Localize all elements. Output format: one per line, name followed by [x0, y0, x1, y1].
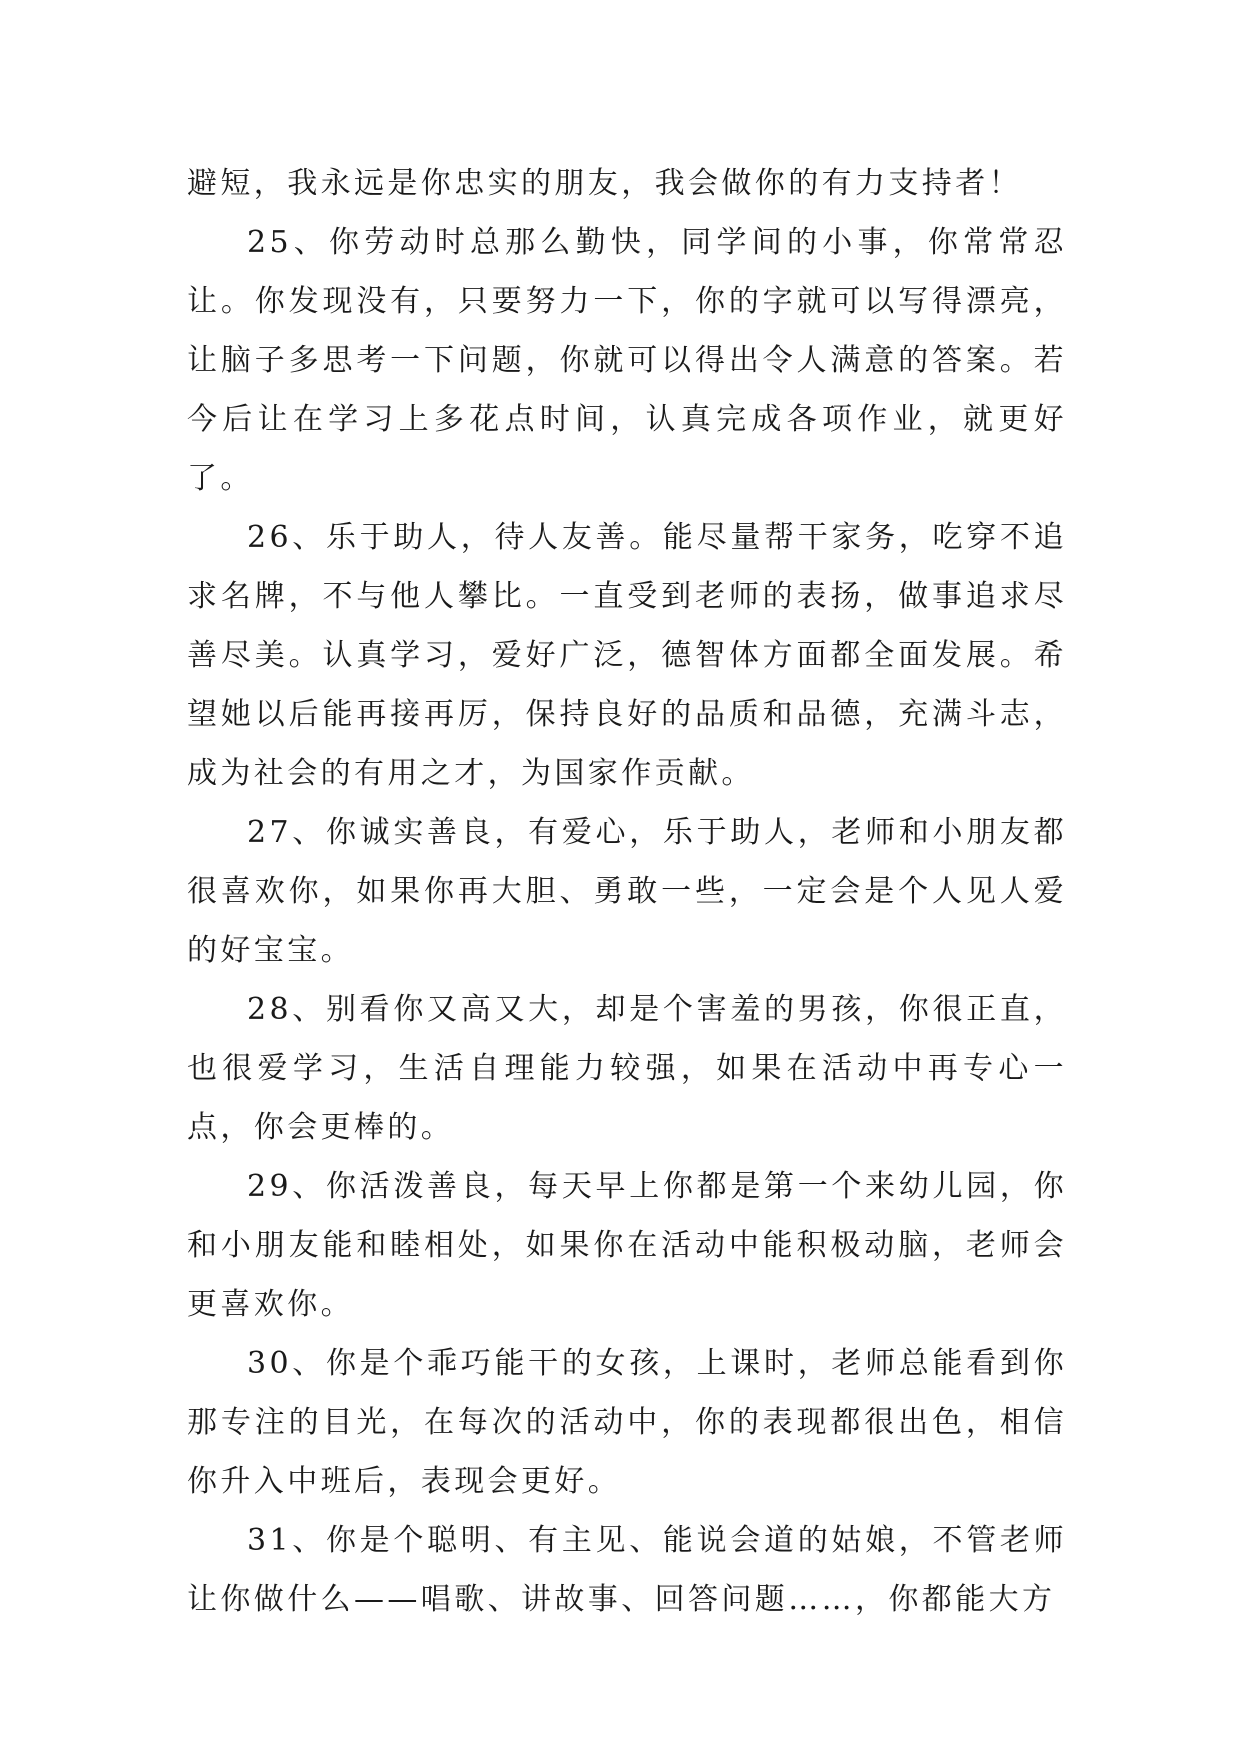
paragraph-30: 30、你是个乖巧能干的女孩，上课时，老师总能看到你那专注的目光，在每次的活动中，你的表现都很出色，相信你升入中班后，表现会更好。 [187, 1346, 1067, 1499]
paragraph-29: 29、你活泼善良，每天早上你都是第一个来幼儿园，你和小朋友能和睦相处，如果你在活动中能积极动脑，老师会更喜欢你。 [187, 1169, 1067, 1322]
paragraph-31: 31、你是个聪明、有主见、能说会道的姑娘，不管老师让你做什么——唱歌、讲故事、回答问题……，你都能大方 [187, 1523, 1067, 1617]
paragraph-28: 28、别看你又高又大，却是个害羞的男孩，你很正直，也很爱学习，生活自理能力较强，如果在活动中再专心一点，你会更棒的。 [187, 992, 1067, 1145]
paragraph-25: 25、你劳动时总那么勤快，同学间的小事，你常常忍让。你发现没有，只要努力一下，你的字就可以写得漂亮，让脑子多思考一下问题，你就可以得出令人满意的答案。若今后让在学习上多花点时间，认真完成各项作业，就更好了。 [187, 225, 1067, 496]
paragraph-27: 27、你诚实善良，有爱心，乐于助人，老师和小朋友都很喜欢你，如果你再大胆、勇敢一些，一定会是个人见人爱的好宝宝。 [187, 815, 1067, 968]
paragraph-26: 26、乐于助人，待人友善。能尽量帮干家务，吃穿不追求名牌，不与他人攀比。一直受到老师的表扬，做事追求尽善尽美。认真学习，爱好广泛，德智体方面都全面发展。希望她以后能再接再厉，保持良好的品质和品德，充满斗志，成为社会的有用之才，为国家作贡献。 [187, 520, 1067, 791]
document-body [187, 154, 1067, 1629]
paragraph-continuation: 避短，我永远是你忠实的朋友，我会做你的有力支持者！ [187, 166, 1022, 201]
